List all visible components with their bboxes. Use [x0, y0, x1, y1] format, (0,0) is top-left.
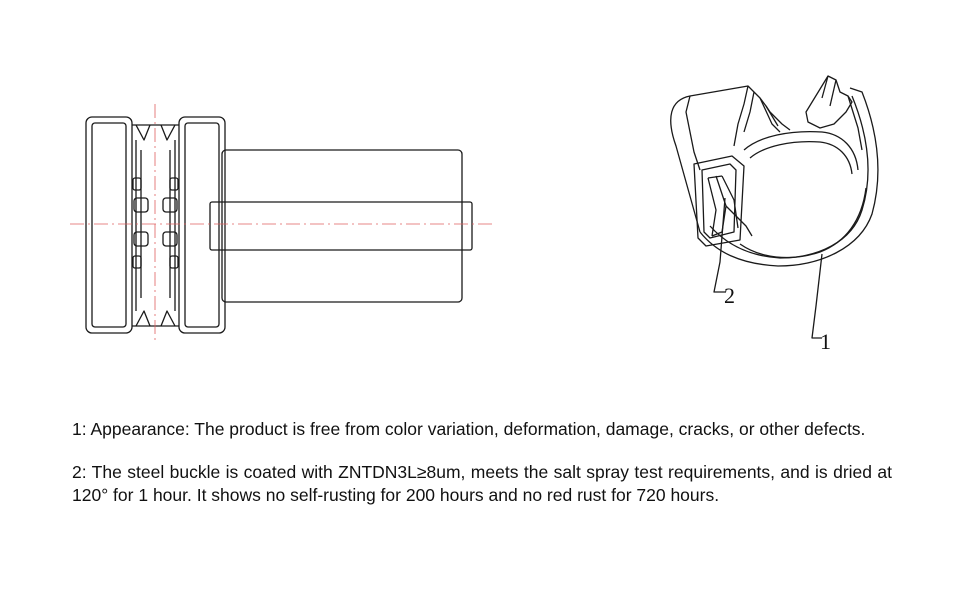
left-block: [86, 117, 132, 333]
steel-band: [210, 202, 472, 250]
side-view: [86, 117, 472, 333]
centerlines: [70, 104, 492, 342]
note-1: 1: Appearance: The product is free from color variation, deformation, damage, cracks, or other defects.: [72, 419, 866, 439]
right-block: [179, 117, 225, 333]
cable-body: [222, 150, 462, 302]
notes-section: [72, 418, 892, 527]
isometric-clip-view: [671, 76, 878, 338]
clip-teeth: [132, 125, 179, 326]
callout-label-1: 1: [820, 329, 831, 354]
steel-buckle: [694, 156, 752, 246]
clip-latch: [806, 76, 852, 128]
note-2: 2: The steel buckle is coated with ZNTDN3L≥8um, meets the salt spray test requirements, and is dried at 120° for 1 hour. It shows no self-rusting for 200 hours and no red rust for 720 hours.: [72, 462, 892, 505]
leader-line-1: [812, 254, 822, 338]
callout-label-2: 2: [724, 283, 735, 308]
